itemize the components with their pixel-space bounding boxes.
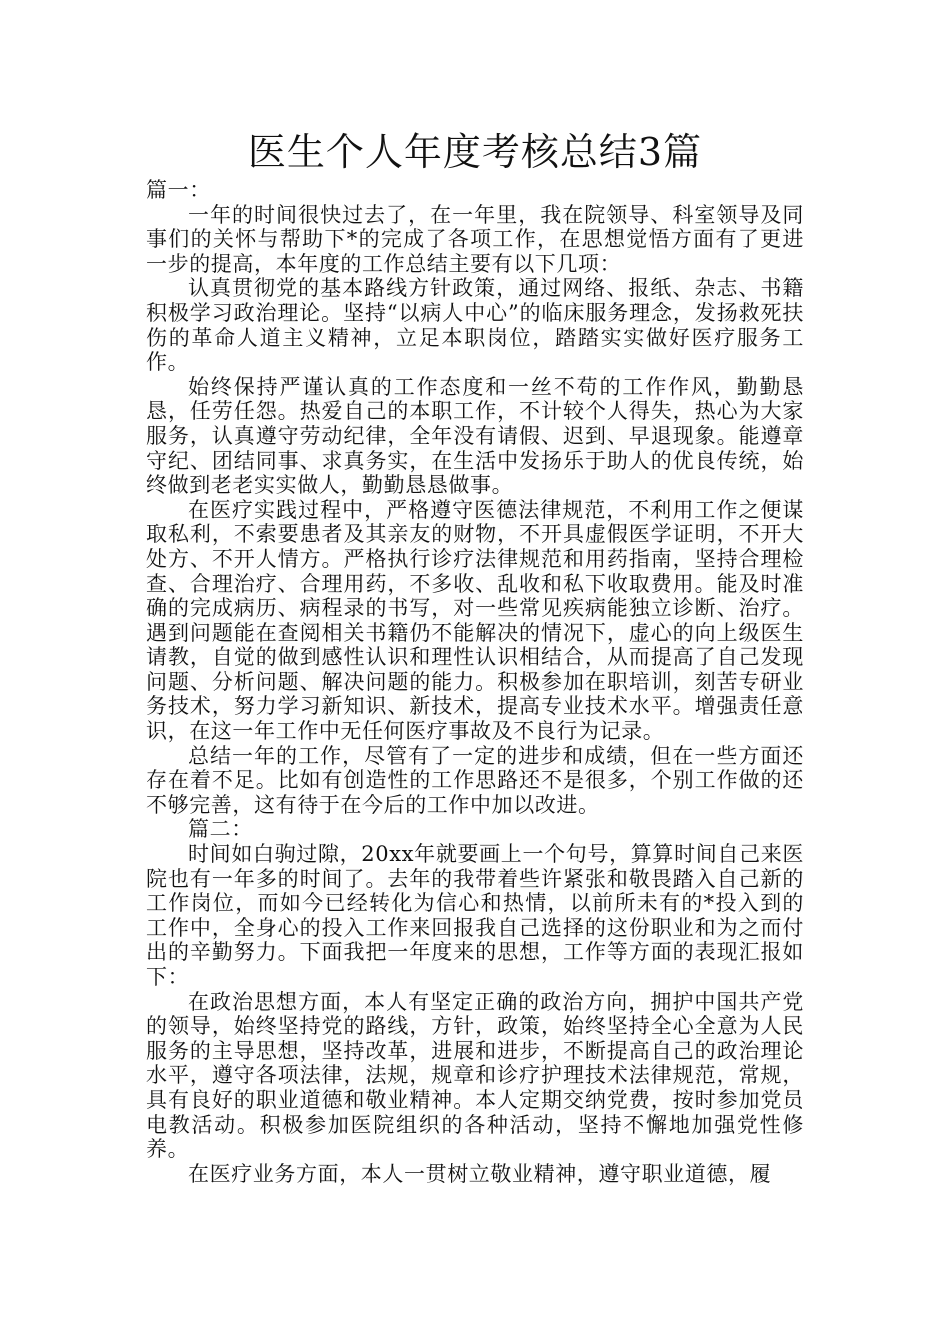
paragraph: 认真贯彻党的基本路线方针政策，通过网络、报纸、杂志、书籍积极学习政治理论。坚持“以病人中心”的临床服务理念，发扬救死扶伤的革命人道主义精神，立足本职岗位，踏踏实实做好医疗服务工作。: [146, 276, 804, 375]
document-body: [146, 178, 804, 1186]
paragraph: 总结一年的工作，尽管有了一定的进步和成绩，但在一些方面还存在着不足。比如有创造性的工作思路还不是很多，个别工作做的还不够完善，这有待于在今后的工作中加以改进。: [146, 743, 804, 817]
paragraph: 在医疗实践过程中，严格遵守医德法律规范，不利用工作之便谋取私利，不索要患者及其亲友的财物，不开具虚假医学证明，不开大处方、不开人情方。严格执行诊疗法律规范和用药指南，坚持合理检查、合理治疗、合理用药，不多收、乱收和私下收取费用。能及时准确的完成病历、病程录的书写，对一些常见疾病能独立诊断、治疗。遇到问题能在查阅相关书籍仍不能解决的情况下，虚心的向上级医生请教，自觉的做到感性认识和理性认识相结合，从而提高了自己发现问题、分析问题、解决问题的能力。积极参加在职培训，刻苦专研业务技术，努力学习新知识、新技术，提高专业技术水平。增强责任意识，在这一年工作中无任何医疗事故及不良行为记录。: [146, 497, 804, 744]
paragraph: 时间如白驹过隙，20xx年就要画上一个句号，算算时间自己来医院也有一年多的时间了。去年的我带着些许紧张和敬畏踏入自己新的工作岗位，而如今已经转化为信心和热情，以前所未有的*投入到的工作中，全身心的投入工作来回报我自己选择的这份职业和为之而付出的辛勤努力。下面我把一年度来的思想，工作等方面的表现汇报如下：: [146, 842, 804, 989]
section-heading-2: 篇二：: [188, 817, 253, 842]
section-heading-1: 篇一：: [146, 178, 211, 202]
paragraph: 在政治思想方面，本人有坚定正确的政治方向，拥护中国共产党的领导，始终坚持党的路线，方针，政策，始终坚持全心全意为人民服务的主导思想，坚持改革，进展和进步，不断提高自己的政治理论水平，遵守各项法律，法规，规章和诊疗护理技术法律规范，常规，具有良好的职业道德和敬业精神。本人定期交纳党费，按时参加党员电教活动。积极参加医院组织的各种活动，坚持不懈地加强党性修养。: [146, 989, 804, 1162]
paragraph: 始终保持严谨认真的工作态度和一丝不苟的工作作风，勤勤恳恳，任劳任怨。热爱自己的本职工作，不计较个人得失，热心为大家服务，认真遵守劳动纪律，全年没有请假、迟到、早退现象。能遵章守纪、团结同事、求真务实，在生活中发扬乐于助人的优良传统，始终做到老老实实做人，勤勤恳恳做事。: [146, 374, 804, 498]
paragraph: 一年的时间很快过去了，在一年里，我在院领导、科室领导及同事们的关怀与帮助下*的完成了各项工作，在思想觉悟方面有了更进一步的提高，本年度的工作总结主要有以下几项：: [146, 202, 804, 276]
paragraph: 在医疗业务方面，本人一贯树立敬业精神，遵守职业道德，履: [188, 1161, 772, 1186]
document-title: 医生个人年度考核总结3篇: [247, 130, 703, 174]
